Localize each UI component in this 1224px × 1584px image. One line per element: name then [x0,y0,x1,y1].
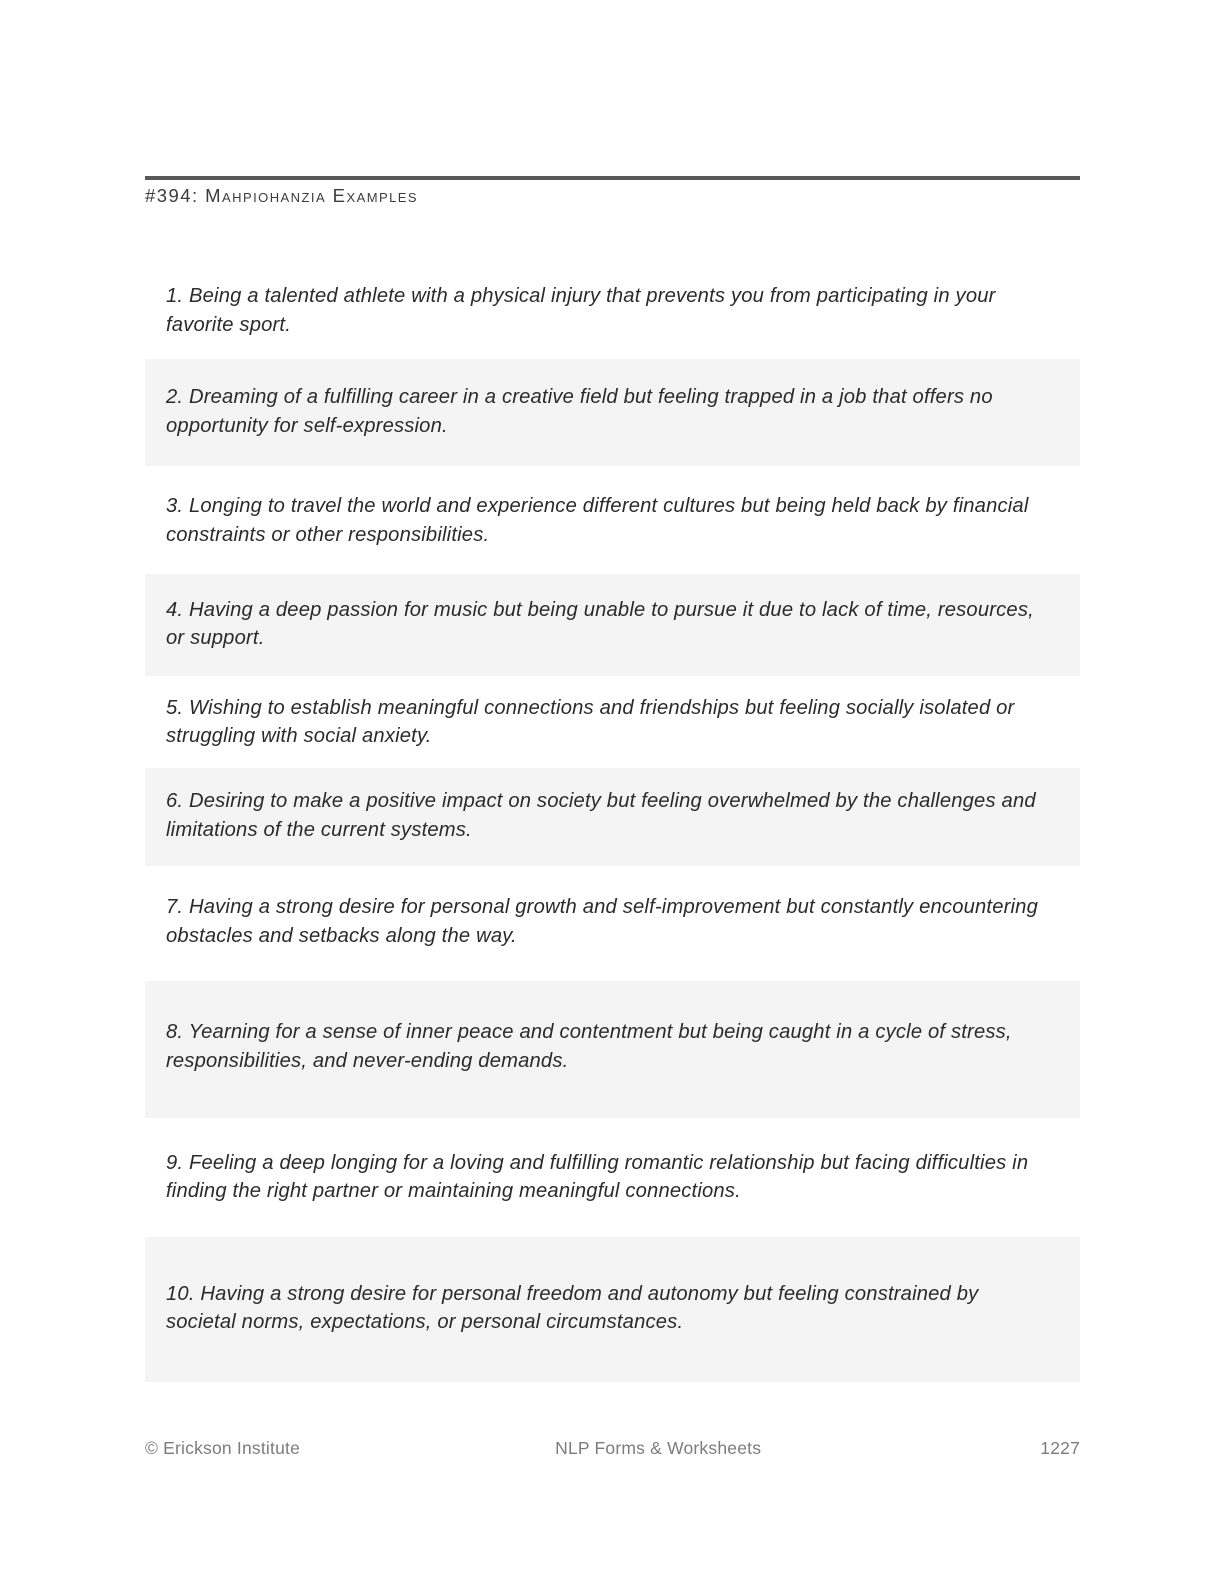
list-item-text: 9. Feeling a deep longing for a loving and fulfilling romantic relationship but facing difficulties in finding the right partner or maintaining meaningful connections. [166,1151,1029,1203]
list-item-text: 2. Dreaming of a fulfilling career in a creative field but feeling trapped in a job that offers no opportunity for self-expression. [166,386,993,437]
list-item-text: 7. Having a strong desire for personal growth and self-improvement but constantly encountering obstacles and setbacks along the way. [166,896,1038,947]
footer-page-number: 1227 [1040,1437,1080,1458]
list-item [145,1118,1080,1237]
page-footer [145,1435,1080,1461]
list-item-text: 6. Desiring to make a positive impact on society but feeling overwhelmed by the challenges and limitations of the current systems. [166,789,1036,841]
list-item [145,574,1080,676]
list-item-text: 5. Wishing to establish meaningful connections and friendships but feeling socially isolated or struggling with social anxiety. [166,696,1015,748]
header-rule [145,176,1080,180]
list-item [145,981,1080,1117]
list-item-text: 3. Longing to travel the world and experience different cultures but being held back by financial constraints or other responsibilities. [166,495,1029,546]
footer-copyright: © Erickson Institute [145,1437,301,1458]
list-item [145,1237,1080,1382]
list-item [145,676,1080,768]
list-item [145,466,1080,573]
list-item-text: 8. Yearning for a sense of inner peace and contentment but being caught in a cycle of stress, responsibilities, and never-ending demands. [166,1021,1012,1072]
list-item-text: 1. Being a talented athlete with a physical injury that prevents you from participating in your favorite sport. [166,285,996,336]
list-item [145,768,1080,866]
list-item-text: 4. Having a deep passion for music but being unable to pursue it due to lack of time, resources, or support. [166,598,1034,650]
list-item-text: 10. Having a strong desire for personal freedom and autonomy but feeling constrained by societal norms, expectations, or personal circumstances. [166,1282,979,1334]
footer-document-title: NLP Forms & Worksheets [555,1437,762,1458]
list-item [145,268,1080,359]
list-item [145,866,1080,981]
page-title: #394: Mahpiohanzia Examples [145,185,419,206]
examples-list [145,268,1080,1382]
list-item [145,359,1080,466]
